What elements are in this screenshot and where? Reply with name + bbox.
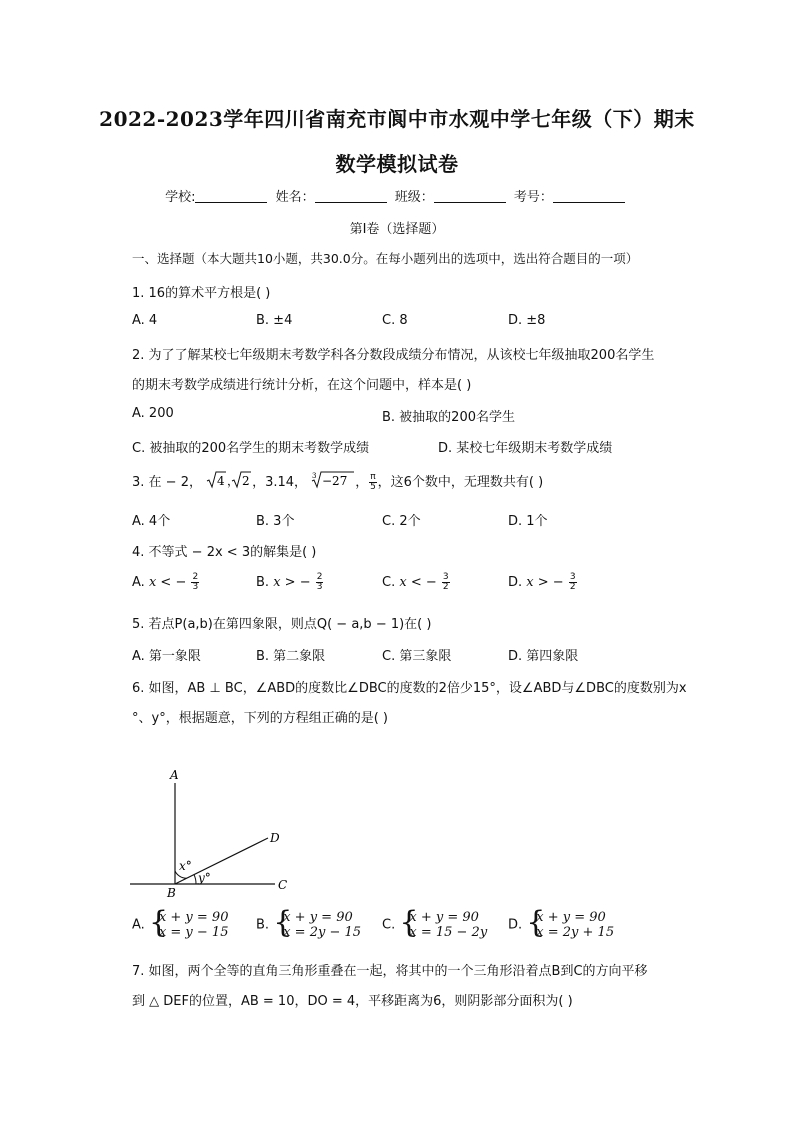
label-a: A: [170, 768, 179, 782]
q3-option-a: A. 4个: [132, 514, 171, 529]
exam-title-line1: 2022-2023学年四川省南充市阆中市水观中学七年级（下）期末: [99, 107, 695, 131]
q1-option-d: D. ±8: [508, 313, 546, 328]
q5-stem: 5. 若点P(a,b)在第四象限，则点Q( − a,b − 1)在( ): [132, 617, 432, 632]
school-blank: [195, 202, 267, 203]
q5-option-a: A. 第一象限: [132, 649, 201, 664]
q3-radicals-sqrt4-sqrt2: [206, 470, 252, 490]
label-x-degree: x°: [179, 859, 192, 873]
q1-stem: 1. 16的算术平方根是( ): [132, 286, 271, 301]
q4-option-a: A. x < − $\frac{2}{3}$: [132, 572, 199, 592]
svg-text:4: 4: [217, 474, 225, 488]
angle-dbc-arc: [194, 875, 196, 884]
class-label: 班级：: [394, 190, 434, 205]
q2-option-b: B. 被抽取的200名学生: [382, 410, 515, 425]
label-b: B: [167, 886, 176, 900]
q3-option-d: D. 1个: [508, 514, 548, 529]
exam-no-blank: [553, 202, 625, 203]
q3-cube-root-neg27: [311, 470, 355, 490]
q1-option-a: A. 4: [132, 313, 158, 328]
q3-stem-suffix: ，这6个数中，无理数共有( ): [377, 475, 544, 490]
q4-stem: 4. 不等式 − 2x < 3的解集是( ): [132, 545, 317, 560]
q5-option-d: D. 第四象限: [508, 649, 579, 664]
q6-option-b: B. { x + y = 90 x = 2y − 15: [256, 905, 362, 940]
svg-text:−27: −27: [322, 474, 348, 488]
q4-option-b: B. x > − $\frac{2}{3}$: [256, 572, 323, 592]
q7-stem-line1: 7. 如图，两个全等的直角三角形重叠在一起，将其中的一个三角形沿着点B到C的方向平移: [132, 964, 648, 979]
q3-option-b: B. 3个: [256, 514, 295, 529]
section-heading: 一、选择题（本大题共10小题，共30.0分。在每小题列出的选项中，选出符合题目的一项）: [132, 251, 639, 266]
q6-stem-line1: 6. 如图，AB ⊥ BC，∠ABD的度数比∠DBC的度数的2倍少15°，设∠ABD与∠DBC的度数别为x: [132, 681, 687, 696]
q6-option-c: C. { x + y = 90 x = 15 − 2y: [382, 905, 488, 940]
q2-option-c: C. 被抽取的200名学生的期末考数学成绩: [132, 441, 370, 456]
svg-text:2: 2: [242, 474, 250, 488]
label-y-degree: y°: [198, 871, 211, 885]
q3-stem-prefix: 3. 在 − 2，: [132, 475, 202, 490]
name-label: 姓名：: [275, 190, 315, 205]
q3-stem: 3. 在 − 2， 4 ， 2 ，3.14， 3 −27 ， $\frac{\pi}{5}$ ，这6个数中，无理数共有( ): [132, 472, 544, 492]
q6-angle-figure: [120, 765, 300, 901]
q5-option-c: C. 第三象限: [382, 649, 452, 664]
school-label: 学校:: [165, 190, 196, 205]
svg-text:3: 3: [312, 472, 317, 480]
name-blank: [315, 202, 387, 203]
q2-option-d: D. 某校七年级期末考数学成绩: [438, 441, 613, 456]
q3-stem-mid: ，3.14，: [252, 475, 308, 490]
q6-stem-line2: °、y°，根据题意，下列的方程组正确的是( ): [132, 711, 388, 726]
svg-text:，: ，: [227, 474, 240, 488]
q4-option-d: D. x > − $\frac{3}{2}$: [508, 572, 576, 592]
label-c: C: [278, 878, 288, 892]
q1-option-c: C. 8: [382, 313, 408, 328]
q2-stem-line2: 的期末考数学成绩进行统计分析，在这个问题中，样本是( ): [132, 378, 472, 393]
part-title: 第I卷（选择题）: [349, 222, 445, 237]
q2-stem-line1: 2. 为了了解某校七年级期末考数学科各分数段成绩分布情况，从该校七年级抽取200名学生: [132, 348, 655, 363]
class-blank: [434, 202, 506, 203]
q1-option-b: B. ±4: [256, 313, 293, 328]
exam-title-line2: 数学模拟试卷: [335, 152, 459, 176]
label-d: D: [270, 831, 280, 845]
q3-pi-over-5: $\frac{\pi}{5}$: [370, 472, 376, 492]
q5-option-b: B. 第二象限: [256, 649, 326, 664]
q6-option-d: D. { x + y = 90 x = 2y + 15: [508, 905, 615, 940]
student-info-row: [0, 186, 794, 205]
q7-stem-line2: 到 △ DEF的位置，AB = 10，DO = 4，平移距离为6，则阴影部分面积为( ): [132, 994, 573, 1009]
q2-option-a: A. 200: [132, 406, 174, 421]
q6-option-a: A. { x + y = 90 x = y − 15: [132, 905, 229, 940]
exam-no-label: 考号：: [513, 190, 553, 205]
q4-option-c: C. x < − $\frac{3}{2}$: [382, 572, 449, 592]
q3-option-c: C. 2个: [382, 514, 421, 529]
